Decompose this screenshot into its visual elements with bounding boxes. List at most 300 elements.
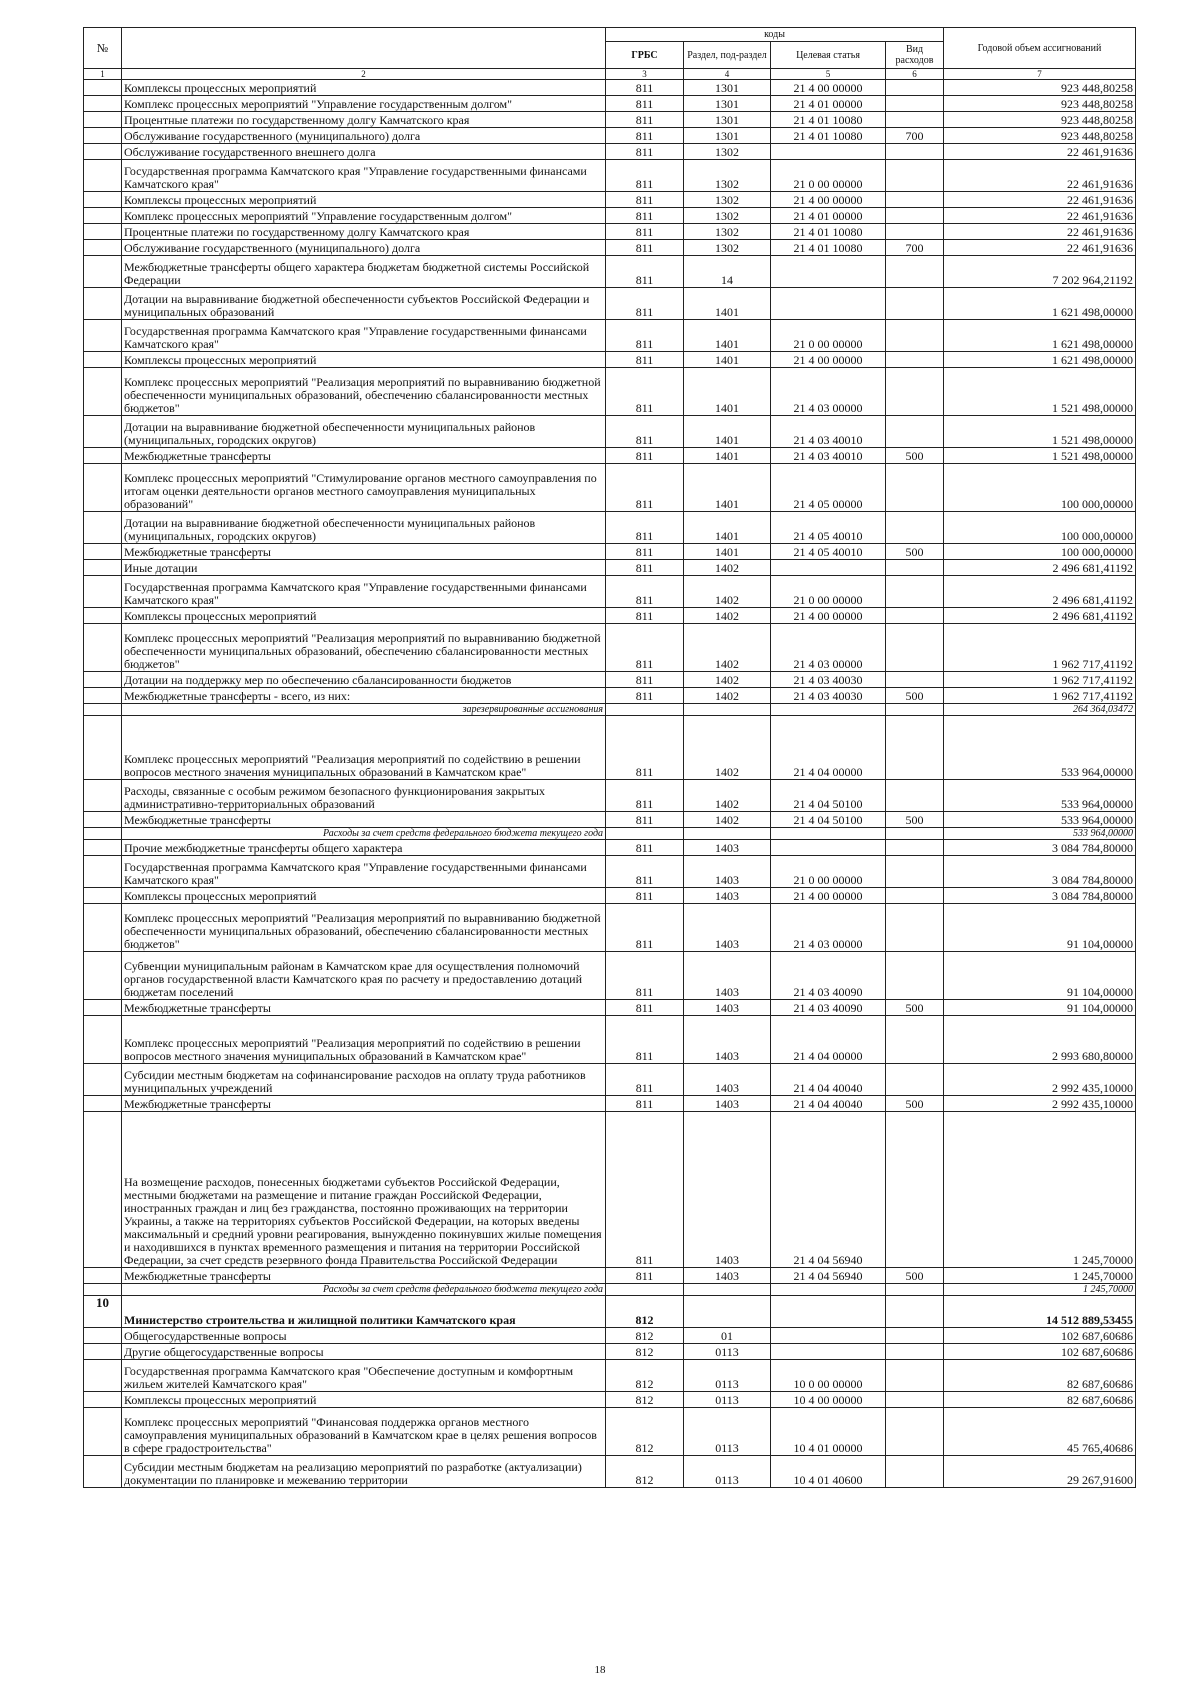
table-row bbox=[84, 888, 1136, 904]
annual-amount: 2 496 681,41192 bbox=[944, 576, 1136, 608]
annual-amount: 3 084 784,80000 bbox=[944, 888, 1136, 904]
grbs-code: 811 bbox=[606, 160, 684, 192]
expense-type bbox=[886, 160, 944, 192]
grbs-code: 811 bbox=[606, 112, 684, 128]
row-name: Комплексы процессных мероприятий bbox=[122, 192, 606, 208]
table-row bbox=[84, 1344, 1136, 1360]
razdel-code: 1402 bbox=[684, 780, 771, 812]
row-number bbox=[84, 240, 122, 256]
row-number bbox=[84, 1344, 122, 1360]
row-number bbox=[84, 856, 122, 888]
annual-amount: 14 512 889,53455 bbox=[944, 1296, 1136, 1328]
annual-amount: 7 202 964,21192 bbox=[944, 256, 1136, 288]
annual-amount: 1 521 498,00000 bbox=[944, 416, 1136, 448]
grbs-code: 811 bbox=[606, 224, 684, 240]
expense-type bbox=[886, 288, 944, 320]
razdel-code: 1302 bbox=[684, 192, 771, 208]
row-name: Комплекс процессных мероприятий "Стимулирование органов местного самоуправления по итогам оценки деятельности органов местного самоуправления муниципальных образований" bbox=[122, 464, 606, 512]
target-article: 10 4 01 40600 bbox=[771, 1456, 886, 1488]
expense-type bbox=[886, 840, 944, 856]
row-name: Комплекс процессных мероприятий "Реализация мероприятий по выравниванию бюджетной обеспеченности муниципальных образований, обеспечению сбалансированности местных бюджетов" bbox=[122, 368, 606, 416]
row-number bbox=[84, 608, 122, 624]
table-row bbox=[84, 288, 1136, 320]
grbs-code: 811 bbox=[606, 544, 684, 560]
expense-type bbox=[886, 464, 944, 512]
row-name: Процентные платежи по государственному долгу Камчатского края bbox=[122, 224, 606, 240]
row-number bbox=[84, 288, 122, 320]
row-name: Обслуживание государственного (муниципального) долга bbox=[122, 128, 606, 144]
expense-type bbox=[886, 1016, 944, 1064]
grbs-code: 811 bbox=[606, 560, 684, 576]
table-row bbox=[84, 856, 1136, 888]
annual-amount: 3 084 784,80000 bbox=[944, 840, 1136, 856]
row-name: Прочие межбюджетные трансферты общего характера bbox=[122, 840, 606, 856]
expense-type bbox=[886, 1064, 944, 1096]
expense-type: 500 bbox=[886, 544, 944, 560]
razdel-code: 1302 bbox=[684, 224, 771, 240]
annual-amount: 533 964,00000 bbox=[944, 812, 1136, 828]
razdel-code: 1403 bbox=[684, 856, 771, 888]
header-razdel: Раздел, под-раздел bbox=[684, 42, 771, 69]
target-article: 21 4 01 10080 bbox=[771, 240, 886, 256]
row-name: Субвенции муниципальным районам в Камчатском крае для осуществления полномочий органов государственной власти Камчатского края по расчету и предоставлению дотаций бюджетам поселений bbox=[122, 952, 606, 1000]
razdel-code bbox=[684, 1284, 771, 1296]
expense-type bbox=[886, 716, 944, 780]
row-number bbox=[84, 208, 122, 224]
target-article: 21 4 00 00000 bbox=[771, 888, 886, 904]
target-article: 21 4 01 00000 bbox=[771, 208, 886, 224]
target-article: 21 4 01 10080 bbox=[771, 224, 886, 240]
razdel-code: 1403 bbox=[684, 888, 771, 904]
row-number bbox=[84, 780, 122, 812]
table-row bbox=[84, 716, 1136, 780]
note-row bbox=[84, 1284, 1136, 1296]
row-number bbox=[84, 352, 122, 368]
target-article: 21 4 03 00000 bbox=[771, 904, 886, 952]
col-index: 1 bbox=[84, 69, 122, 80]
grbs-code: 811 bbox=[606, 464, 684, 512]
annual-amount: 2 496 681,41192 bbox=[944, 560, 1136, 576]
target-article: 21 4 03 00000 bbox=[771, 368, 886, 416]
grbs-code: 811 bbox=[606, 240, 684, 256]
row-number bbox=[84, 904, 122, 952]
annual-amount: 1 621 498,00000 bbox=[944, 320, 1136, 352]
expense-type: 500 bbox=[886, 1268, 944, 1284]
annual-amount: 100 000,00000 bbox=[944, 464, 1136, 512]
table-row bbox=[84, 320, 1136, 352]
row-number bbox=[84, 1408, 122, 1456]
target-article: 21 4 03 40030 bbox=[771, 672, 886, 688]
razdel-code bbox=[684, 1296, 771, 1328]
col-index: 6 bbox=[886, 69, 944, 80]
annual-amount: 100 000,00000 bbox=[944, 544, 1136, 560]
table-row bbox=[84, 1000, 1136, 1016]
row-number bbox=[84, 128, 122, 144]
grbs-code: 811 bbox=[606, 368, 684, 416]
razdel-code: 1302 bbox=[684, 160, 771, 192]
razdel-code: 1401 bbox=[684, 464, 771, 512]
expense-type bbox=[886, 416, 944, 448]
grbs-code: 811 bbox=[606, 1064, 684, 1096]
table-row bbox=[84, 160, 1136, 192]
annual-amount: 2 496 681,41192 bbox=[944, 608, 1136, 624]
target-article: 21 0 00 00000 bbox=[771, 160, 886, 192]
expense-type bbox=[886, 780, 944, 812]
target-article: 21 4 05 40010 bbox=[771, 512, 886, 544]
row-name: Расходы за счет средств федерального бюджета текущего года bbox=[122, 828, 606, 840]
grbs-code: 811 bbox=[606, 448, 684, 464]
row-name: Дотации на выравнивание бюджетной обеспеченности муниципальных районов (муниципальных, городских округов) bbox=[122, 416, 606, 448]
table-row bbox=[84, 1328, 1136, 1344]
target-article: 21 4 05 00000 bbox=[771, 464, 886, 512]
row-number bbox=[84, 1000, 122, 1016]
target-article: 21 4 04 40040 bbox=[771, 1064, 886, 1096]
row-name: Государственная программа Камчатского края "Управление государственными финансами Камчатского края" bbox=[122, 320, 606, 352]
row-number bbox=[84, 828, 122, 840]
razdel-code: 1403 bbox=[684, 904, 771, 952]
table-row bbox=[84, 1064, 1136, 1096]
razdel-code: 1401 bbox=[684, 352, 771, 368]
row-name: Государственная программа Камчатского края "Обеспечение доступным и комфортным жильем жителей Камчатского края" bbox=[122, 1360, 606, 1392]
target-article bbox=[771, 828, 886, 840]
col-index: 2 bbox=[122, 69, 606, 80]
row-number bbox=[84, 1016, 122, 1064]
expense-type bbox=[886, 856, 944, 888]
annual-amount: 22 461,91636 bbox=[944, 224, 1136, 240]
grbs-code: 812 bbox=[606, 1344, 684, 1360]
annual-amount: 1 521 498,00000 bbox=[944, 448, 1136, 464]
table-row bbox=[84, 1096, 1136, 1112]
table-row bbox=[84, 1268, 1136, 1284]
annual-amount: 22 461,91636 bbox=[944, 240, 1136, 256]
budget-table bbox=[83, 27, 1136, 1488]
row-number bbox=[84, 192, 122, 208]
row-name: На возмещение расходов, понесенных бюджетами субъектов Российской Федерации, местными бюджетами на размещение и питание граждан Российской Федерации, иностранных граждан и лиц без гражданства, постоянно проживающих на территории Украины, а также на территориях субъектов Российской Федерации, на которых введены максимальный и средний уровни реагирования, вынужденно покинувших жилые помещения и находившихся в пунктах временного размещения и питания на территории Российской Федерации, за счет средств резервного фонда Правительства Российской Федерации bbox=[122, 1112, 606, 1268]
grbs-code: 811 bbox=[606, 608, 684, 624]
row-number bbox=[84, 96, 122, 112]
annual-amount: 91 104,00000 bbox=[944, 904, 1136, 952]
row-name: Комплекс процессных мероприятий "Финансовая поддержка органов местного самоуправления муниципальных образований в Камчатском крае в целях решения вопросов в сфере градостроительства" bbox=[122, 1408, 606, 1456]
target-article: 21 0 00 00000 bbox=[771, 320, 886, 352]
annual-amount: 264 364,03472 bbox=[944, 704, 1136, 716]
razdel-code: 1302 bbox=[684, 240, 771, 256]
razdel-code: 0113 bbox=[684, 1360, 771, 1392]
razdel-code: 1401 bbox=[684, 544, 771, 560]
table-row bbox=[84, 96, 1136, 112]
expense-type: 500 bbox=[886, 812, 944, 828]
razdel-code: 1401 bbox=[684, 320, 771, 352]
row-number bbox=[84, 1284, 122, 1296]
row-name: Комплекс процессных мероприятий "Управление государственным долгом" bbox=[122, 96, 606, 112]
razdel-code: 0113 bbox=[684, 1456, 771, 1488]
row-name: Межбюджетные трансферты bbox=[122, 448, 606, 464]
row-name: Расходы за счет средств федерального бюджета текущего года bbox=[122, 1284, 606, 1296]
razdel-code: 1402 bbox=[684, 560, 771, 576]
row-name: Межбюджетные трансферты bbox=[122, 1096, 606, 1112]
grbs-code: 811 bbox=[606, 80, 684, 96]
row-number bbox=[84, 688, 122, 704]
razdel-code: 1403 bbox=[684, 1112, 771, 1268]
expense-type bbox=[886, 1328, 944, 1344]
row-number bbox=[84, 1096, 122, 1112]
row-name: Другие общегосударственные вопросы bbox=[122, 1344, 606, 1360]
row-name: Комплекс процессных мероприятий "Реализация мероприятий по содействию в решении вопросов местного значения муниципальных образований в Камчатском крае" bbox=[122, 716, 606, 780]
row-name: Комплексы процессных мероприятий bbox=[122, 1392, 606, 1408]
razdel-code: 1302 bbox=[684, 208, 771, 224]
expense-type bbox=[886, 672, 944, 688]
grbs-code: 812 bbox=[606, 1328, 684, 1344]
note-row bbox=[84, 704, 1136, 716]
grbs-code: 811 bbox=[606, 352, 684, 368]
table-row bbox=[84, 192, 1136, 208]
annual-amount: 45 765,40686 bbox=[944, 1408, 1136, 1456]
target-article: 21 4 04 00000 bbox=[771, 1016, 886, 1064]
expense-type bbox=[886, 1360, 944, 1392]
table-row bbox=[84, 812, 1136, 828]
expense-type bbox=[886, 1296, 944, 1328]
grbs-code bbox=[606, 828, 684, 840]
annual-amount: 923 448,80258 bbox=[944, 112, 1136, 128]
target-article bbox=[771, 1328, 886, 1344]
section-row bbox=[84, 1296, 1136, 1328]
razdel-code: 1401 bbox=[684, 448, 771, 464]
table-row bbox=[84, 448, 1136, 464]
annual-amount: 533 964,00000 bbox=[944, 828, 1136, 840]
target-article: 21 4 04 56940 bbox=[771, 1268, 886, 1284]
grbs-code: 811 bbox=[606, 780, 684, 812]
razdel-code: 1403 bbox=[684, 840, 771, 856]
target-article: 21 4 03 40090 bbox=[771, 1000, 886, 1016]
razdel-code: 0113 bbox=[684, 1408, 771, 1456]
grbs-code: 811 bbox=[606, 812, 684, 828]
row-number bbox=[84, 716, 122, 780]
row-number bbox=[84, 80, 122, 96]
expense-type bbox=[886, 352, 944, 368]
razdel-code: 1302 bbox=[684, 144, 771, 160]
razdel-code: 1301 bbox=[684, 80, 771, 96]
annual-amount: 1 962 717,41192 bbox=[944, 624, 1136, 672]
razdel-code: 1301 bbox=[684, 128, 771, 144]
razdel-code: 1301 bbox=[684, 112, 771, 128]
expense-type bbox=[886, 1344, 944, 1360]
row-number bbox=[84, 704, 122, 716]
grbs-code: 811 bbox=[606, 904, 684, 952]
expense-type: 500 bbox=[886, 688, 944, 704]
razdel-code: 1402 bbox=[684, 624, 771, 672]
grbs-code: 811 bbox=[606, 840, 684, 856]
razdel-code: 1403 bbox=[684, 1064, 771, 1096]
row-name: Межбюджетные трансферты bbox=[122, 812, 606, 828]
row-name: Государственная программа Камчатского края "Управление государственными финансами Камчатского края" bbox=[122, 576, 606, 608]
grbs-code: 811 bbox=[606, 856, 684, 888]
expense-type bbox=[886, 904, 944, 952]
grbs-code: 812 bbox=[606, 1456, 684, 1488]
target-article: 21 4 03 00000 bbox=[771, 624, 886, 672]
row-name: Дотации на выравнивание бюджетной обеспеченности муниципальных районов (муниципальных, городских округов) bbox=[122, 512, 606, 544]
row-number bbox=[84, 1064, 122, 1096]
table-row bbox=[84, 952, 1136, 1000]
row-number bbox=[84, 840, 122, 856]
row-name: Государственная программа Камчатского края "Управление государственными финансами Камчатского края" bbox=[122, 856, 606, 888]
row-name: Комплекс процессных мероприятий "Реализация мероприятий по выравниванию бюджетной обеспеченности муниципальных образований, обеспечению сбалансированности местных бюджетов" bbox=[122, 904, 606, 952]
row-name: Комплексы процессных мероприятий bbox=[122, 352, 606, 368]
row-name: Межбюджетные трансферты bbox=[122, 544, 606, 560]
annual-amount: 923 448,80258 bbox=[944, 80, 1136, 96]
annual-amount: 82 687,60686 bbox=[944, 1360, 1136, 1392]
expense-type: 500 bbox=[886, 1000, 944, 1016]
header-codes: коды bbox=[606, 28, 944, 42]
table-row bbox=[84, 780, 1136, 812]
razdel-code: 0113 bbox=[684, 1392, 771, 1408]
page-number: 18 bbox=[594, 1664, 606, 1676]
target-article bbox=[771, 1344, 886, 1360]
row-name: Процентные платежи по государственному долгу Камчатского края bbox=[122, 112, 606, 128]
row-number bbox=[84, 888, 122, 904]
row-number bbox=[84, 1360, 122, 1392]
razdel-code: 01 bbox=[684, 1328, 771, 1344]
target-article: 21 4 01 00000 bbox=[771, 96, 886, 112]
header-no: № bbox=[84, 28, 122, 69]
razdel-code bbox=[684, 704, 771, 716]
row-name: Государственная программа Камчатского края "Управление государственными финансами Камчатского края" bbox=[122, 160, 606, 192]
row-number bbox=[84, 144, 122, 160]
grbs-code: 811 bbox=[606, 1112, 684, 1268]
razdel-code: 1402 bbox=[684, 608, 771, 624]
row-name: Межбюджетные трансферты bbox=[122, 1268, 606, 1284]
row-name: Комплекс процессных мероприятий "Реализация мероприятий по выравниванию бюджетной обеспеченности муниципальных образований, обеспечению сбалансированности местных бюджетов" bbox=[122, 624, 606, 672]
annual-amount: 2 992 435,10000 bbox=[944, 1096, 1136, 1112]
target-article: 21 4 03 40010 bbox=[771, 416, 886, 448]
target-article: 21 4 01 10080 bbox=[771, 128, 886, 144]
target-article: 21 4 00 00000 bbox=[771, 80, 886, 96]
row-name: Дотации на выравнивание бюджетной обеспеченности субъектов Российской Федерации и муниципальных образований bbox=[122, 288, 606, 320]
expense-type bbox=[886, 96, 944, 112]
razdel-code: 1401 bbox=[684, 512, 771, 544]
target-article: 21 4 00 00000 bbox=[771, 608, 886, 624]
row-name: Общегосударственные вопросы bbox=[122, 1328, 606, 1344]
razdel-code: 1402 bbox=[684, 812, 771, 828]
grbs-code: 811 bbox=[606, 208, 684, 224]
target-article: 21 4 00 00000 bbox=[771, 192, 886, 208]
table-row bbox=[84, 624, 1136, 672]
razdel-code: 1401 bbox=[684, 368, 771, 416]
col-index: 7 bbox=[944, 69, 1136, 80]
annual-amount: 1 621 498,00000 bbox=[944, 288, 1136, 320]
annual-amount: 533 964,00000 bbox=[944, 780, 1136, 812]
annual-amount: 102 687,60686 bbox=[944, 1328, 1136, 1344]
table-row bbox=[84, 512, 1136, 544]
table-row bbox=[84, 608, 1136, 624]
table-row bbox=[84, 144, 1136, 160]
table-row bbox=[84, 464, 1136, 512]
annual-amount: 100 000,00000 bbox=[944, 512, 1136, 544]
table-row bbox=[84, 1016, 1136, 1064]
razdel-code: 1402 bbox=[684, 576, 771, 608]
table-row bbox=[84, 672, 1136, 688]
annual-amount: 923 448,80258 bbox=[944, 96, 1136, 112]
grbs-code: 811 bbox=[606, 1268, 684, 1284]
expense-type bbox=[886, 560, 944, 576]
expense-type bbox=[886, 144, 944, 160]
row-number bbox=[84, 1456, 122, 1488]
row-number bbox=[84, 576, 122, 608]
row-name: Межбюджетные трансферты bbox=[122, 1000, 606, 1016]
row-number bbox=[84, 952, 122, 1000]
expense-type bbox=[886, 320, 944, 352]
table-row bbox=[84, 1112, 1136, 1268]
expense-type bbox=[886, 192, 944, 208]
annual-amount: 22 461,91636 bbox=[944, 144, 1136, 160]
expense-type bbox=[886, 256, 944, 288]
row-name: Комплексы процессных мероприятий bbox=[122, 80, 606, 96]
razdel-code: 1401 bbox=[684, 288, 771, 320]
razdel-code: 1403 bbox=[684, 1096, 771, 1112]
grbs-code: 812 bbox=[606, 1392, 684, 1408]
row-number bbox=[84, 368, 122, 416]
row-number bbox=[84, 112, 122, 128]
row-name: Межбюджетные трансферты - всего, из них: bbox=[122, 688, 606, 704]
table-row bbox=[84, 688, 1136, 704]
razdel-code: 0113 bbox=[684, 1344, 771, 1360]
grbs-code: 812 bbox=[606, 1296, 684, 1328]
target-article bbox=[771, 288, 886, 320]
annual-amount: 91 104,00000 bbox=[944, 952, 1136, 1000]
budget-table-page bbox=[83, 27, 1135, 1488]
header-name bbox=[122, 28, 606, 69]
header-cs: Целевая статья bbox=[771, 42, 886, 69]
razdel-code: 1402 bbox=[684, 672, 771, 688]
row-name: Обслуживание государственного внешнего долга bbox=[122, 144, 606, 160]
expense-type bbox=[886, 112, 944, 128]
row-number bbox=[84, 448, 122, 464]
annual-amount: 1 962 717,41192 bbox=[944, 688, 1136, 704]
expense-type bbox=[886, 704, 944, 716]
table-row bbox=[84, 128, 1136, 144]
table-row bbox=[84, 1408, 1136, 1456]
row-name: Комплекс процессных мероприятий "Реализация мероприятий по содействию в решении вопросов местного значения муниципальных образований в Камчатском крае" bbox=[122, 1016, 606, 1064]
target-article: 21 4 01 10080 bbox=[771, 112, 886, 128]
grbs-code: 811 bbox=[606, 1016, 684, 1064]
table-body bbox=[84, 80, 1136, 1488]
table-row bbox=[84, 544, 1136, 560]
col-index: 3 bbox=[606, 69, 684, 80]
target-article: 21 4 03 40030 bbox=[771, 688, 886, 704]
annual-amount: 22 461,91636 bbox=[944, 192, 1136, 208]
table-row bbox=[84, 240, 1136, 256]
expense-type bbox=[886, 80, 944, 96]
annual-amount: 1 245,70000 bbox=[944, 1112, 1136, 1268]
row-name: Дотации на поддержку мер по обеспечению сбалансированности бюджетов bbox=[122, 672, 606, 688]
annual-amount: 1 962 717,41192 bbox=[944, 672, 1136, 688]
header-sum: Годовой объем ассигнований bbox=[944, 28, 1136, 69]
annual-amount: 2 992 435,10000 bbox=[944, 1064, 1136, 1096]
grbs-code: 811 bbox=[606, 716, 684, 780]
grbs-code: 811 bbox=[606, 576, 684, 608]
grbs-code: 811 bbox=[606, 256, 684, 288]
expense-type bbox=[886, 208, 944, 224]
annual-amount: 923 448,80258 bbox=[944, 128, 1136, 144]
annual-amount: 2 993 680,80000 bbox=[944, 1016, 1136, 1064]
row-number bbox=[84, 544, 122, 560]
row-name: Министерство строительства и жилищной политики Камчатского края bbox=[122, 1296, 606, 1328]
expense-type bbox=[886, 576, 944, 608]
row-number: 10 bbox=[84, 1296, 122, 1328]
target-article: 10 4 00 00000 bbox=[771, 1392, 886, 1408]
table-row bbox=[84, 560, 1136, 576]
annual-amount: 3 084 784,80000 bbox=[944, 856, 1136, 888]
row-name: Комплексы процессных мероприятий bbox=[122, 608, 606, 624]
razdel-code: 1403 bbox=[684, 1000, 771, 1016]
